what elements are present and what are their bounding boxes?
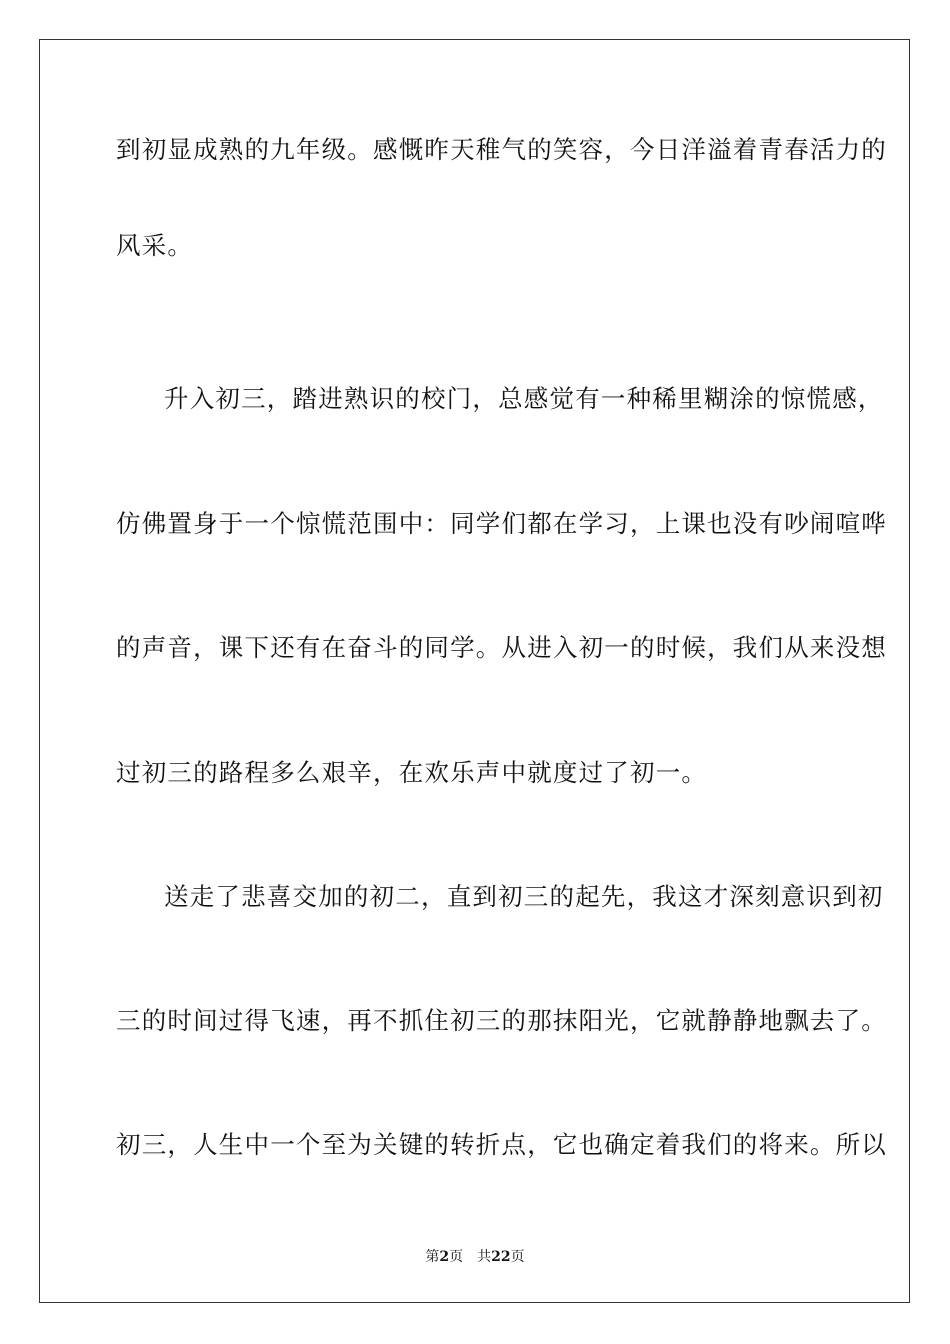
page-footer [0, 1248, 950, 1266]
paragraph-line-3: 升入初三，踏进熟识的校门，总感觉有一种稀里糊涂的惊慌感， [164, 384, 884, 413]
total-pages-indicator: 共22页 [477, 1249, 525, 1265]
paragraph-line-8: 三的时间过得飞速，再不抓住初三的那抹阳光，它就静静地飘去了。 [116, 1006, 887, 1035]
total-pages: 22 [491, 1249, 511, 1265]
paragraph-line-6: 过初三的路程多么艰辛，在欢乐声中就度过了初一。 [116, 758, 708, 787]
page-indicator: 第2页 [425, 1249, 464, 1265]
paragraph-line-9: 初三，人生中一个至为关键的转折点，它也确定着我们的将来。所以 [116, 1130, 887, 1159]
paragraph-line-5: 的声音，课下还有在奋斗的同学。从进入初一的时候，我们从来没想 [116, 633, 887, 662]
paragraph-line-4: 仿佛置身于一个惊慌范围中：同学们都在学习，上课也没有吵闹喧哗 [116, 509, 887, 538]
paragraph-line-7: 送走了悲喜交加的初二，直到初三的起先，我这才深刻意识到初 [164, 882, 884, 911]
page-frame [39, 39, 910, 1303]
page-number: 2 [439, 1249, 450, 1265]
paragraph-line-1: 到初显成熟的九年级。感慨昨天稚气的笑容，今日洋溢着青春活力的 [116, 135, 887, 164]
paragraph-line-2: 风采。 [116, 231, 194, 260]
